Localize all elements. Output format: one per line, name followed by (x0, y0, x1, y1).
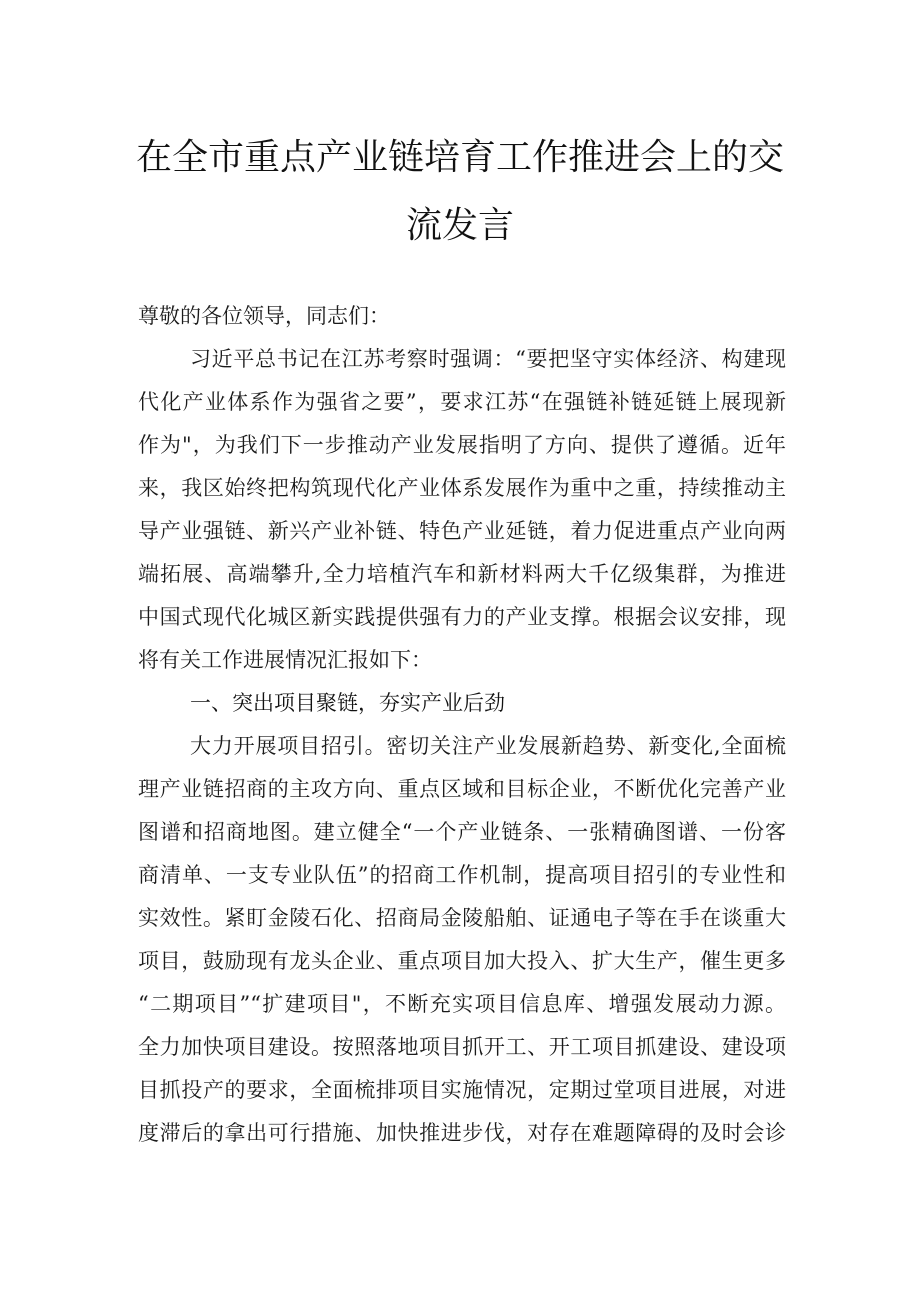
intro-line: 代化产业体系作为强省之要”，要求江苏“在强链补链延链上展现新 (138, 390, 786, 414)
intro-line: 将有关工作进展情况汇报如下： (138, 648, 432, 672)
section-heading: 一、突出项目聚链，夯实产业后劲 (190, 691, 505, 715)
intro-line: 习近平总书记在江苏考察时强调：“要把坚守实体经济、构建现 (190, 347, 786, 371)
body-line: 全力加快项目建设。按照落地项目抓开工、开工项目抓建设、建设项 (138, 1035, 786, 1059)
salutation: 尊敬的各位领导，同志们： (138, 304, 390, 328)
body-line: 图谱和招商地图。建立健全“一个产业链条、一张精确图谱、一份客 (138, 820, 786, 844)
intro-line: 端拓展、高端攀升,全力培植汽车和新材料两大千亿级集群，为推进 (138, 562, 786, 586)
body-line: 度滞后的拿出可行措施、加快推进步伐，对存在难题障碍的及时会诊 (138, 1121, 786, 1145)
body-line: 项目，鼓励现有龙头企业、重点项目加大投入、扩大生产，催生更多 (138, 949, 786, 973)
document-title-line-1: 在全市重点产业链培育工作推进会上的交 (135, 137, 784, 178)
intro-line: 作为"，为我们下一步推动产业发展指明了方向、提供了遵循。近年 (138, 433, 786, 457)
intro-line: 来，我区始终把构筑现代化产业体系发展作为重中之重，持续推动主 (138, 476, 786, 500)
body-line: 大力开展项目招引。密切关注产业发展新趋势、新变化,全面梳 (190, 734, 786, 758)
body-line: 商清单、一支专业队伍”的招商工作机制，提高项目招引的专业性和 (138, 863, 786, 887)
document-title-line-2: 流发言 (405, 205, 514, 246)
body-line: 目抓投产的要求，全面梳排项目实施情况，定期过堂项目进展，对进 (138, 1078, 786, 1102)
intro-line: 中国式现代化城区新实践提供强有力的产业支撑。根据会议安排，现 (138, 605, 786, 629)
intro-line: 导产业强链、新兴产业补链、特色产业延链，着力促进重点产业向两 (138, 519, 786, 543)
body-line: 理产业链招商的主攻方向、重点区域和目标企业，不断优化完善产业 (138, 777, 786, 801)
body-line: 实效性。紧盯金陵石化、招商局金陵船舶、证通电子等在手在谈重大 (138, 906, 786, 930)
body-line: “二期项目”“扩建项目"，不断充实项目信息库、增强发展动力源。 (138, 992, 786, 1016)
